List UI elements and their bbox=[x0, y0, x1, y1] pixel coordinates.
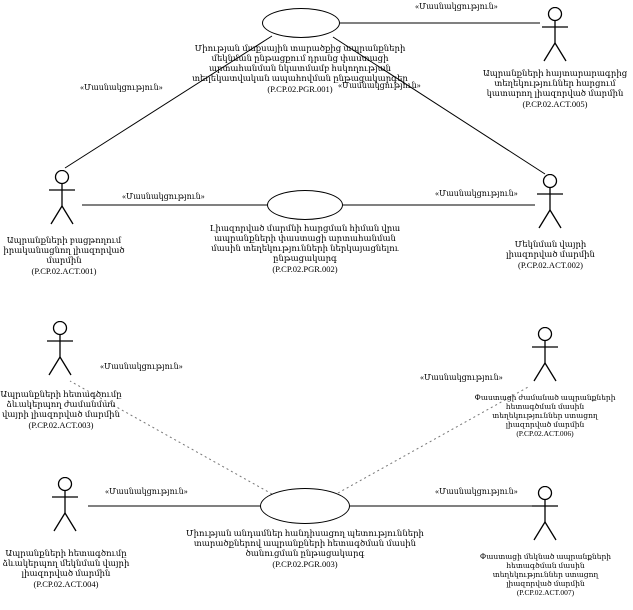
actor-text: Փաստացի ժամանած ապրանքների հետագծման մասին տեղեկություններ ստացող լիազորված մարմին bbox=[474, 393, 616, 429]
usecase-text: Լիազորված մարմնի հարցման հիման վրա ապրանքների փաստացի արտահանման մասին տեղեկությունների ներկայացնելու ընթացակարգ bbox=[209, 223, 401, 264]
person-icon bbox=[530, 327, 560, 383]
usecase-code: (P.CP.02.PGR.002) bbox=[272, 264, 338, 275]
actor-code: (P.CP.02.ACT.003) bbox=[28, 420, 94, 431]
person-icon bbox=[47, 170, 77, 226]
person-icon bbox=[535, 174, 565, 230]
actor-label-act004 bbox=[0, 548, 132, 589]
actor-code: (P.CP.02.ACT.006) bbox=[516, 429, 574, 439]
actor-label-act002 bbox=[488, 239, 613, 270]
actor-text: Ապրանքների բացթողում իրականացնող լիազորված մարմին bbox=[3, 235, 125, 266]
actor-text: Ապրանքների հետագծումը ձևակերպող ժամանման վայրի լիազորված մարմին bbox=[0, 389, 122, 420]
usecase-label-pgr003 bbox=[185, 528, 425, 569]
actor-text: Ապրանքների հայտարարագրից տեղեկություններ հարցում կատարող լիազորված մարմին bbox=[482, 68, 628, 99]
person-icon bbox=[540, 7, 570, 63]
association-label: «Մասնակցություն» bbox=[338, 81, 421, 90]
actor-figure-act001 bbox=[47, 170, 77, 226]
usecase-code: (P.CP.02.PGR.003) bbox=[272, 559, 338, 570]
usecase-ellipse-pgr001 bbox=[262, 8, 340, 38]
actor-text: Մեկնման վայրի լիազորված մարմին bbox=[506, 239, 595, 260]
actor-label-act006 bbox=[470, 394, 620, 439]
actor-figure-act004 bbox=[50, 477, 80, 533]
usecase-text: Միության անդամներ հանդիսացող պետությունների տարածքներով ապրանքների հետագծման մասին ծանուցման ընթացակարգ bbox=[186, 528, 424, 559]
person-icon bbox=[45, 321, 75, 377]
actor-label-act001 bbox=[0, 235, 128, 276]
usecase-text: Միության մաքսային տարածքից ապրանքների մեկնման ընթացքում դրանց փաստացի արտահանման նկատմամբ հսկողության տեղեկատվական ապահովման ընթացակարգեր bbox=[192, 43, 408, 84]
actor-label-act003 bbox=[0, 389, 122, 430]
usecase-ellipse-pgr002 bbox=[267, 190, 343, 220]
association-label: «Մասնակցություն» bbox=[100, 362, 183, 371]
actor-figure-act006 bbox=[530, 327, 560, 383]
actor-label-act007 bbox=[478, 553, 613, 598]
actor-text: Ապրանքների հետագծումը ձևակերպող մեկնման վայրի լիազորված մարմին bbox=[2, 548, 130, 579]
actor-code: (P.CP.02.ACT.005) bbox=[522, 99, 588, 110]
actor-figure-act003 bbox=[45, 321, 75, 377]
actor-figure-act002 bbox=[535, 174, 565, 230]
actor-code: (P.CP.02.ACT.007) bbox=[516, 588, 575, 598]
person-icon bbox=[50, 477, 80, 533]
actor-text: Փաստացի մեկնած ապրանքների հետագծման մասին տեղեկություններ ստացող լիազորված մարմին bbox=[479, 552, 612, 588]
association-label: «Մասնակցություն» bbox=[435, 189, 518, 198]
actor-figure-act007 bbox=[530, 486, 560, 542]
usecase-code: (P.CP.02.PGR.001) bbox=[267, 84, 333, 95]
association-label: «Մասնակցություն» bbox=[435, 487, 518, 496]
association-label: «Մասնակցություն» bbox=[415, 2, 498, 11]
actor-code: (P.CP.02.ACT.001) bbox=[31, 266, 97, 277]
person-icon bbox=[530, 486, 560, 542]
usecase-label-pgr002 bbox=[205, 223, 405, 274]
association-label: «Մասնակցություն» bbox=[122, 192, 205, 201]
association-label: «Մասնակցություն» bbox=[420, 373, 503, 382]
association-label: «Մասնակցություն» bbox=[105, 487, 188, 496]
association-label: «Մասնակցություն» bbox=[80, 83, 163, 92]
actor-figure-act005 bbox=[540, 7, 570, 63]
usecase-ellipse-pgr003 bbox=[260, 488, 350, 524]
actor-label-act005 bbox=[480, 68, 630, 109]
actor-code: (P.CP.02.ACT.002) bbox=[517, 260, 584, 271]
actor-code: (P.CP.02.ACT.004) bbox=[33, 579, 99, 590]
